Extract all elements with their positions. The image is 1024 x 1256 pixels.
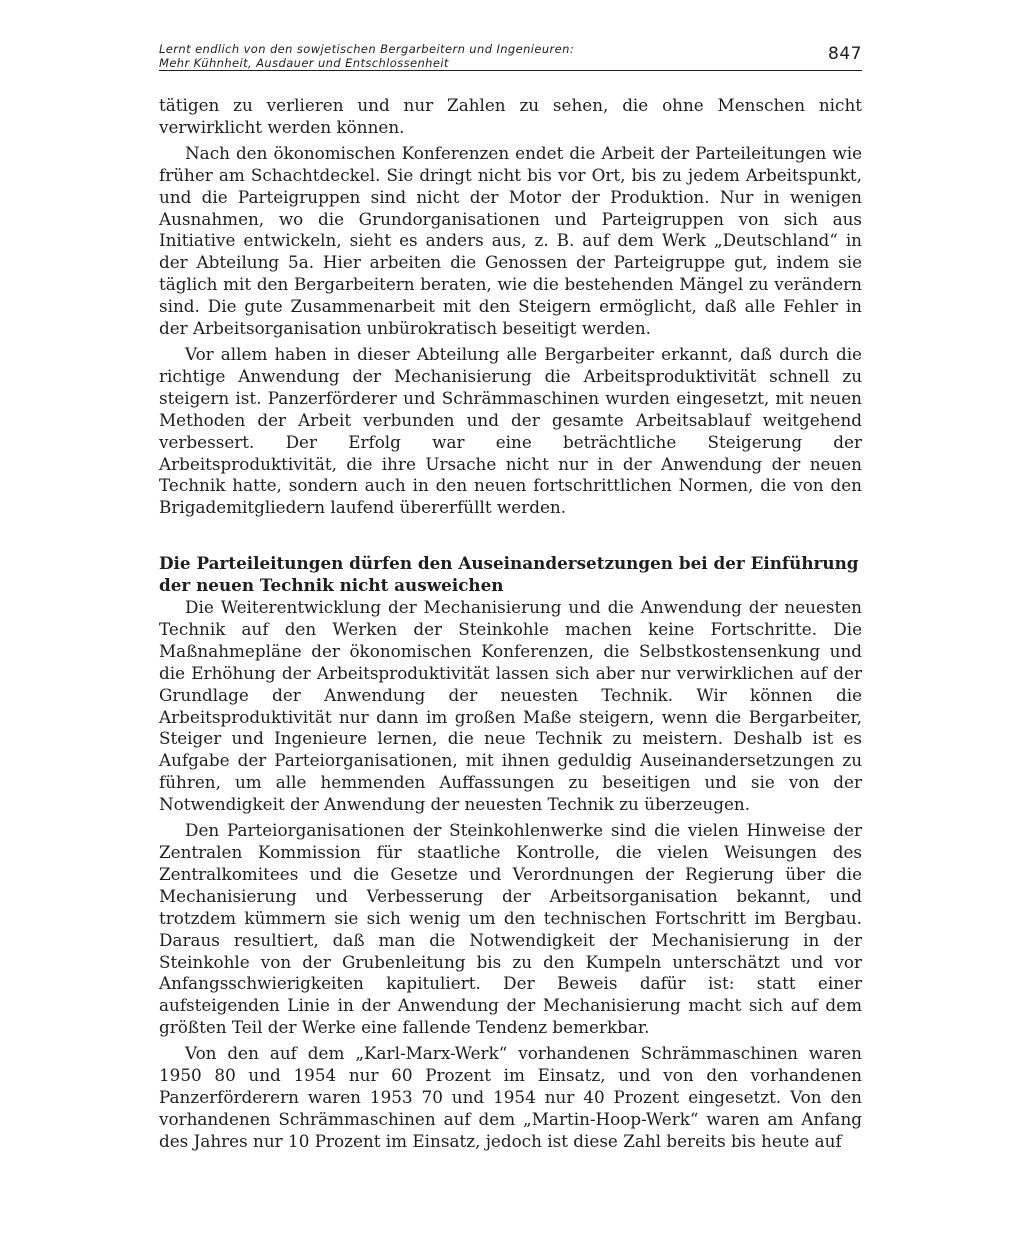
paragraph-continued: tätigen zu verlieren und nur Zahlen zu sehen, die ohne Menschen nicht verwirklicht werden können.: [159, 95, 862, 137]
running-title: [159, 40, 759, 70]
paragraph: Den Parteiorganisationen der Steinkohlenwerke sind die vielen Hinweise der Zentralen Kommission für staatliche Kontrolle, die vielen Weisungen des Zentralkomitees und die Gesetze und Verordnungen der Regierung über die Mechanisierung und Verbesserung der Arbeitsorganisation bekannt, und trotzdem kümmern sie sich wenig um den technischen Fortschritt im Bergbau. Daraus resultiert, daß man die Notwendigkeit der Mechanisierung in der Steinkohle von der Grubenleitung bis zu den Kumpeln unterschätzt und vor Anfangsschwierigkeiten kapituliert. Der Beweis dafür ist: statt einer aufsteigenden Linie in der Anwendung der Mechanisierung macht sich auf dem größten Teil der Werke eine fallende Tendenz bemerkbar.: [159, 820, 862, 1038]
paragraph: Die Weiterentwicklung der Mechanisierung und die Anwendung der neuesten Technik auf den Werken der Steinkohle machen keine Fortschritte. Die Maßnahmepläne der ökonomischen Konferenzen, die Selbstkostensenkung und die Erhöhung der Arbeitsproduktivität lassen sich aber nur verwirklichen auf der Grundlage der Anwendung der neuesten Technik. Wir können die Arbeitsproduktivität nur dann im großen Maße steigern, wenn die Bergarbeiter, Steiger und Ingenieure lernen, die neue Technik zu meistern. Deshalb ist es Aufgabe der Parteiorganisationen, mit ihnen geduldig Auseinandersetzungen zu führen, um alle hemmenden Auffassungen zu beseitigen und sie von der Notwendigkeit der Anwendung der neuesten Technik zu überzeugen.: [159, 597, 862, 815]
page-number: 847: [828, 44, 862, 64]
section-heading: Die Parteileitungen dürfen den Auseinandersetzungen bei der Einführung der neuen Technik nicht ausweichen: [159, 553, 859, 596]
paragraph: Von den auf dem „Karl-Marx-Werk“ vorhandenen Schrämmaschinen waren 1950 80 und 1954 nur 60 Prozent im Einsatz, und von den vorhandenen Panzerförderern waren 1953 70 und 1954 nur 40 Prozent eingesetzt. Von den vorhandenen Schrämmaschinen auf dem „Martin-Hoop-Werk“ waren am Anfang des Jahres nur 10 Prozent im Einsatz, jedoch ist diese Zahl bereits bis heute auf: [159, 1043, 862, 1151]
paragraph: Nach den ökonomischen Konferenzen endet die Arbeit der Parteileitungen wie früher am Schachtdeckel. Sie dringt nicht bis vor Ort, bis zu jedem Arbeitspunkt, und die Parteigruppen sind nicht der Motor der Produktion. Nur in wenigen Ausnahmen, wo die Grundorganisationen und Parteigruppen von sich aus Initiative entwickeln, sieht es anders aus, z. B. auf dem Werk „Deutschland“ in der Abteilung 5a. Hier arbeiten die Genossen der Parteigruppe gut, indem sie täglich mit den Bergarbeitern beraten, wie die bestehenden Mängel zu verändern sind. Die gute Zusammenarbeit mit den Steigern ermöglicht, daß alle Fehler in der Arbeitsorganisation unbürokratisch beseitigt werden.: [159, 142, 862, 339]
running-title-line-2: Mehr Kühnheit, Ausdauer und Entschlossenheit: [159, 56, 449, 70]
paragraph: Vor allem haben in dieser Abteilung alle Bergarbeiter erkannt, daß durch die richtige Anwendung der Mechanisierung die Arbeitsproduktivität schnell zu steigern ist. Panzerförderer und Schrämmaschinen wurden eingesetzt, mit neuen Methoden der Arbeit verbunden und der gesamte Arbeitsablauf weitgehend verbessert. Der Erfolg war eine beträchtliche Steigerung der Arbeitsproduktivität, die ihre Ursache nicht nur in der Anwendung der neuen Technik hatte, sondern auch in den neuen fortschrittlichen Normen, die von den Brigademitgliedern laufend übererfüllt werden.: [159, 343, 862, 518]
running-title-line-1: Lernt endlich von den sowjetischen Bergarbeitern und Ingenieuren:: [159, 42, 575, 56]
document-page: [159, 40, 862, 1240]
running-header: [159, 40, 862, 71]
body-text: [159, 95, 862, 1153]
